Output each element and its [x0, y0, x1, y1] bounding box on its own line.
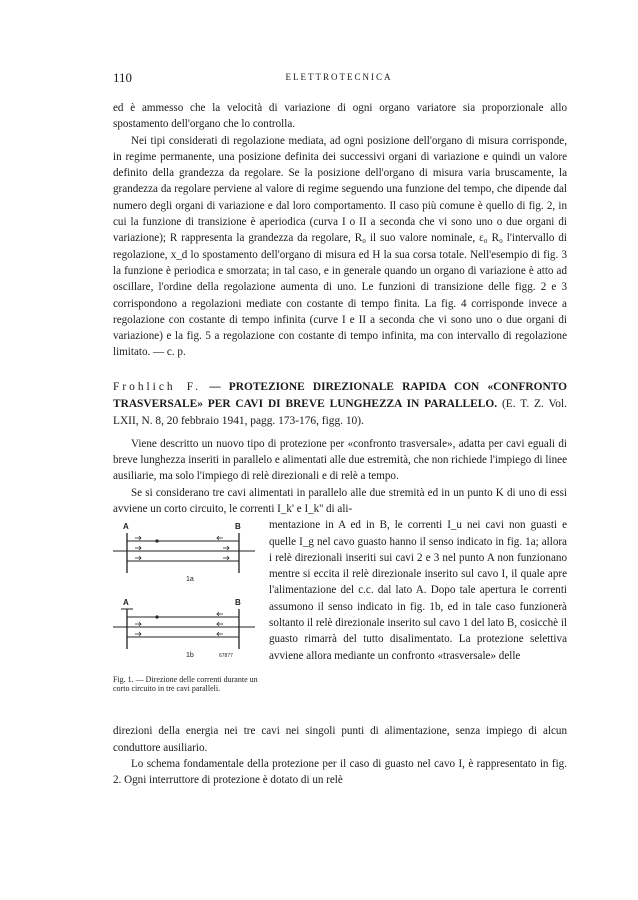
article-title: — PROTEZIONE DIREZIONALE RAPIDA CON «CONFRONTO TRASVERSALE» PER CAVI DI BREVE LUNGHEZZA IN PARALLELO. — [113, 380, 567, 410]
article-author: Frohlich F. — [113, 380, 202, 393]
label-a-bottom: A — [123, 598, 129, 608]
sub-label-1b: 1b — [186, 652, 194, 660]
figure-stamp: 67877 — [219, 653, 233, 660]
page-body — [113, 100, 567, 788]
paragraph: Lo schema fondamentale della protezione per il caso di guasto nel cavo I, è rappresentato in fig. 2. Ogni interruttore di protezione è dotato di un relè — [113, 757, 567, 787]
page-number: 110 — [113, 70, 133, 85]
paragraph: Viene descritto un nuovo tipo di protezione per «confronto trasversale», adatta per cavi eguali di breve lunghezza inseriti in parallelo e alimentati alle due estremità, che non richiede l'impiego di linee ausiliarie, ma solo l'impiego di relè direzionali e di relè a tempo. — [113, 437, 567, 483]
label-b-bottom: B — [235, 598, 241, 608]
page-header — [113, 70, 565, 86]
paragraph: Se si considerano tre cavi alimentati in parallelo alle due stremità ed in un punto K di uno di essi avviene un corto circuito, le correnti I_k' e I_k'' di ali- — [113, 486, 567, 515]
figure-caption: Fig. 1. — Direzione delle correnti durante un corto circuito in tre cavi paralleli. — [113, 675, 258, 694]
figure-1 — [113, 521, 259, 721]
cable-diagram — [113, 521, 259, 675]
label-a-top: A — [123, 522, 129, 532]
paragraph-wrapped: mentazione in A ed in B, le correnti I_u nei cavi non guasti e quelle I_g nel cavo guasto hanno il senso indicato in fig. 1a; allora i relè direzionali inseriti sui cavi 2 e 3 nel punto A non funzionano mentre si eccita il relè direzionale inserito sul cavo I, il quale apre l'alimentazione del c.c. dal lato A. Dopo tale apertura le correnti assumono il senso indicato in fig. 1b, ed in tale caso funzionerà soltanto il relè direzionale inserito sul cavo 1 del lato B, cosicchè il guasto rimarrà del tutto disalimentato. La protezione selettiva avviene allora mediante un confronto «trasversale» delle — [269, 519, 567, 662]
paragraph: direzioni della energia nei tre cavi nei singoli punti di alimentazione, senza impiego di alcun conduttore ausiliario. — [113, 725, 567, 754]
sub-label-1a: 1a — [186, 576, 194, 584]
article-source: (E. T. Z. Vol. LXII, N. 8, 20 febbraio 1941, pagg. 173-176, figg. 10). — [113, 397, 567, 427]
label-b-top: B — [235, 522, 241, 532]
paragraph: Nei tipi considerati di regolazione mediata, ad ogni posizione dell'organo di misura corrisponde, in regime permanente, una posizione definita dei successivi organi di variazione e quindi un valore definito della grandezza da regolare. Se la posizione dell'organo di misura varia bruscamente, la grandezza da regolare perviene al valore di regime seguendo una funzione del tempo, che dipende dal numero degli organi di variazione e dal loro comportamento. Il caso più comune è quello di fig. 2, in cui la funzione di transizione è aperiodica (curva I o II a seconda che vi sono uno o due organi di variazione); R rappresenta la grandezza da regolare, R₀ il suo valore nominale, ε₀ R₀ l'intervallo di regolazione, x_d lo spostamento dell'organo di misura ed H la sua corsa totale. Nell'esempio di fig. 3 la funzione è periodica e smorzata; in tal caso, e in generale quando un organo di variazione è atto ad oscillare, l'ordine della regolazione aumenta di uno. Le funzioni di transizione delle figg. 2 e 3 corrispondono a regolazioni mediate con costante di tempo finita. La fig. 4 corrisponde invece a regolazione con costante di tempo infinita (curve I e II a seconda che vi sono uno o due organi di variazione) e la fig. 5 a regolazione con costante di tempo infinita, ma con intervallo di regolazione limitato. — c. p. — [113, 134, 567, 359]
figure-block — [113, 517, 567, 723]
paragraph: ed è ammesso che la velocità di variazione di ogni organo variatore sia proporzionale allo spostamento dell'organo che lo controlla. — [113, 102, 567, 131]
article-heading — [113, 379, 567, 430]
running-title: ELETTROTECNICA — [285, 72, 393, 82]
